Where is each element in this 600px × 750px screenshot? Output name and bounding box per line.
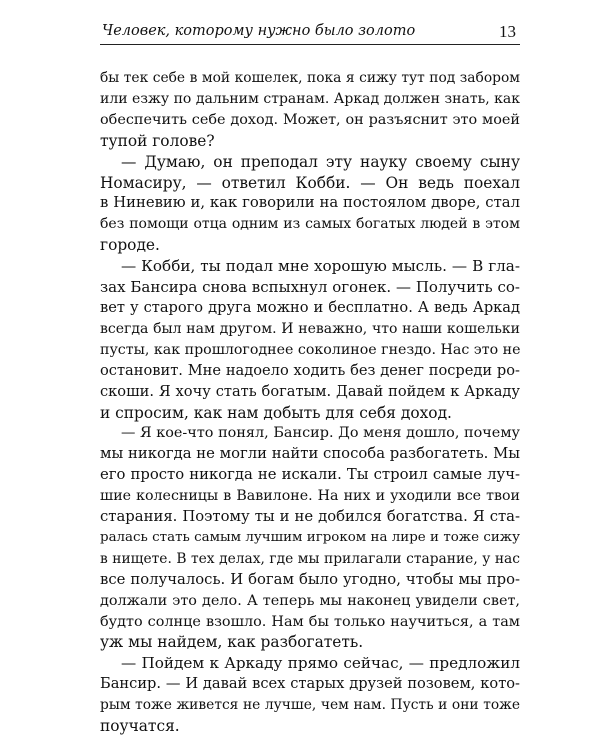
text-line: без помощи отца одним из самых богатых людей в этом: [100, 216, 520, 233]
text-line: старания. Поэтому ты и не добился богатства. Я ста-: [100, 508, 520, 525]
text-line: обеспечить себе доход. Может, он разъяснит это моей: [100, 111, 520, 128]
text-line: Номасиру, — ответил Кобби. — Он ведь поехал: [100, 173, 520, 192]
text-line: все получалось. И богам было угодно, чтобы мы про-: [100, 570, 520, 588]
text-line: Бансир. — И давай всех старых друзей позовем, кото-: [100, 675, 520, 693]
text-line: пусты, как прошлогоднее соколиное гнездо. Нас это не: [100, 341, 521, 358]
text-line: уж мы найдем, как разбогатеть.: [100, 633, 364, 652]
page-number: 13: [499, 22, 516, 41]
text-line: вет у старого друга можно и бесплатно. А ведь Аркад: [100, 298, 520, 316]
text-line: всегда был нам другом. И неважно, что наши кошельки: [100, 320, 520, 337]
text-line: остановит. Мне надоело ходить без денег посреди ро-: [100, 361, 520, 379]
text-line: — Думаю, он преподал эту науку своему сыну: [121, 152, 520, 171]
text-line: в нищете. В тех делах, где мы прилагали старание, у нас: [100, 550, 520, 567]
text-line: ралась стать самым лучшим игроком на лире и тоже сижу: [100, 529, 520, 545]
text-line: городе.: [100, 236, 160, 255]
text-line: зах Бансира снова вспыхнул огонек. — Получить со-: [100, 278, 520, 296]
text-line: в Ниневию и, как говорили на постоялом дворе, стал: [100, 194, 520, 212]
text-line: бы тек себе в мой кошелек, пока я сижу тут под забором: [100, 70, 520, 86]
text-line: — Я кое-что понял, Бансир. До меня дошло, почему: [121, 425, 520, 442]
text-line: тупой голове?: [100, 131, 215, 150]
text-line: его просто никогда не искали. Ты строил самые луч-: [100, 466, 520, 484]
text-line: шие колесницы в Вавилоне. На них и уходили все твои: [100, 488, 520, 505]
text-line: мы никогда не могли найти способа разбогатеть. Мы: [100, 445, 520, 463]
text-line: скоши. Я хочу стать богатым. Давай пойдем к Аркаду: [100, 382, 520, 400]
text-line: или езжу по дальним странам. Аркад должен знать, как: [100, 90, 520, 107]
text-line: и спросим, как нам добыть для себя доход.: [100, 403, 452, 422]
text-line: будто солнце взошло. Нам бы только научиться, а там: [100, 613, 520, 630]
text-line: — Пойдем к Аркаду прямо сейчас, — предложил: [121, 654, 520, 673]
text-line: — Кобби, ты подал мне хорошую мысль. — В гла-: [121, 257, 520, 276]
running-head: [100, 22, 520, 45]
text-line: поучатся.: [100, 717, 180, 735]
text-line: должали это дело. А теперь мы наконец увидели свет,: [100, 592, 520, 609]
text-line: рым тоже живется не лучше, чем нам. Пусть и они тоже: [100, 697, 520, 714]
running-title: Человек, которому нужно было золото: [102, 23, 416, 39]
